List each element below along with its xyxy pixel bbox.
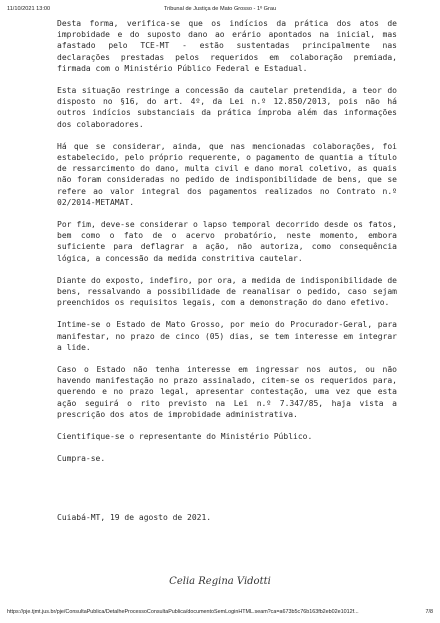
paragraph: Caso o Estado não tenha interesse em ingressar nos autos, ou não havendo manifestação no prazo assinalado, citem-se os requeridos para, querendo e no prazo legal, apresentar contestação, uma vez que esta ação seguirá o rito previsto na Lei n.º 7.347/85, haja vista a prescrição dos atos de improbidade administrativa.	[57, 365, 397, 419]
paragraph: Diante do exposto, indefiro, por ora, a medida de indisponibilidade de bens, ressalvando a possibilidade de reanalisar o pedido, caso sejam preenchidos os requisitos legais, com a demonstração do dano efetivo.	[57, 275, 397, 308]
paragraph: Cumpra-se.	[57, 454, 106, 464]
paragraph: Desta forma, verifica-se que os indícios da prática dos atos de improbidade e do suposto dano ao erário apontados na inicial, mas afastado pelo TCE-MT - estão sustentadas principalmente nas declarações prestadas pelos requeridos em colaboração premiada, firmada com o Ministério Público Federal e Estadual.	[57, 19, 397, 73]
paragraph: Cientifique-se o representante do Ministério Público.	[57, 432, 313, 442]
page-number: 7/8	[425, 609, 433, 615]
paragraph: Intime-se o Estado de Mato Grosso, por meio do Procurador-Geral, para manifestar, no prazo de cinco (05) dias, se tem interesse em integrar a lide.	[57, 320, 397, 352]
signature: Celia Regina Vidotti	[169, 576, 271, 587]
paragraph: Esta situação restringe a concessão da cautelar pretendida, a teor do disposto no §16, do art. 4º, da Lei n.º 12.850/2013, pois não há outros indícios substanciais da prática ímproba além das informações dos colaboradores.	[57, 86, 397, 129]
print-footer	[7, 609, 433, 619]
print-header	[7, 6, 433, 16]
paragraph: Por fim, deve-se considerar o lapso temporal decorrido desde os fatos, bem como o fato de o acervo probatório, neste momento, embora suficiente para deflagrar a ação, não autoriza, como consequência lógica, a concessão da medida constritiva cautelar.	[57, 220, 397, 263]
print-site-title: Tribunal de Justiça de Mato Grosso - 1º Grau	[163, 6, 277, 12]
paragraph: Há que se considerar, ainda, que nas mencionadas colaborações, foi estabelecido, pelo próprio requerente, o pagamento de quantia a título de ressarcimento do dano, multa civil e dano moral coletivo, as quais não foram consideradas no pedido de indisponibilidade de bens, que se refere ao valor integral dos pagamentos realizados no Contrato n.º 02/2014-METAMAT.	[57, 141, 397, 207]
document-body	[57, 18, 397, 476]
print-url: https://pje.tjmt.jus.br/pje/ConsultaPublica/DetalheProcessoConsultaPublica/documentoSemLoginHTML.seam?ca=a673b5c76b163fb2eb02e1012f...	[7, 609, 359, 615]
date-line: Cuiabá-MT, 19 de agosto de 2021.	[57, 513, 212, 522]
print-datetime: 11/10/2021 13:00	[7, 6, 51, 12]
